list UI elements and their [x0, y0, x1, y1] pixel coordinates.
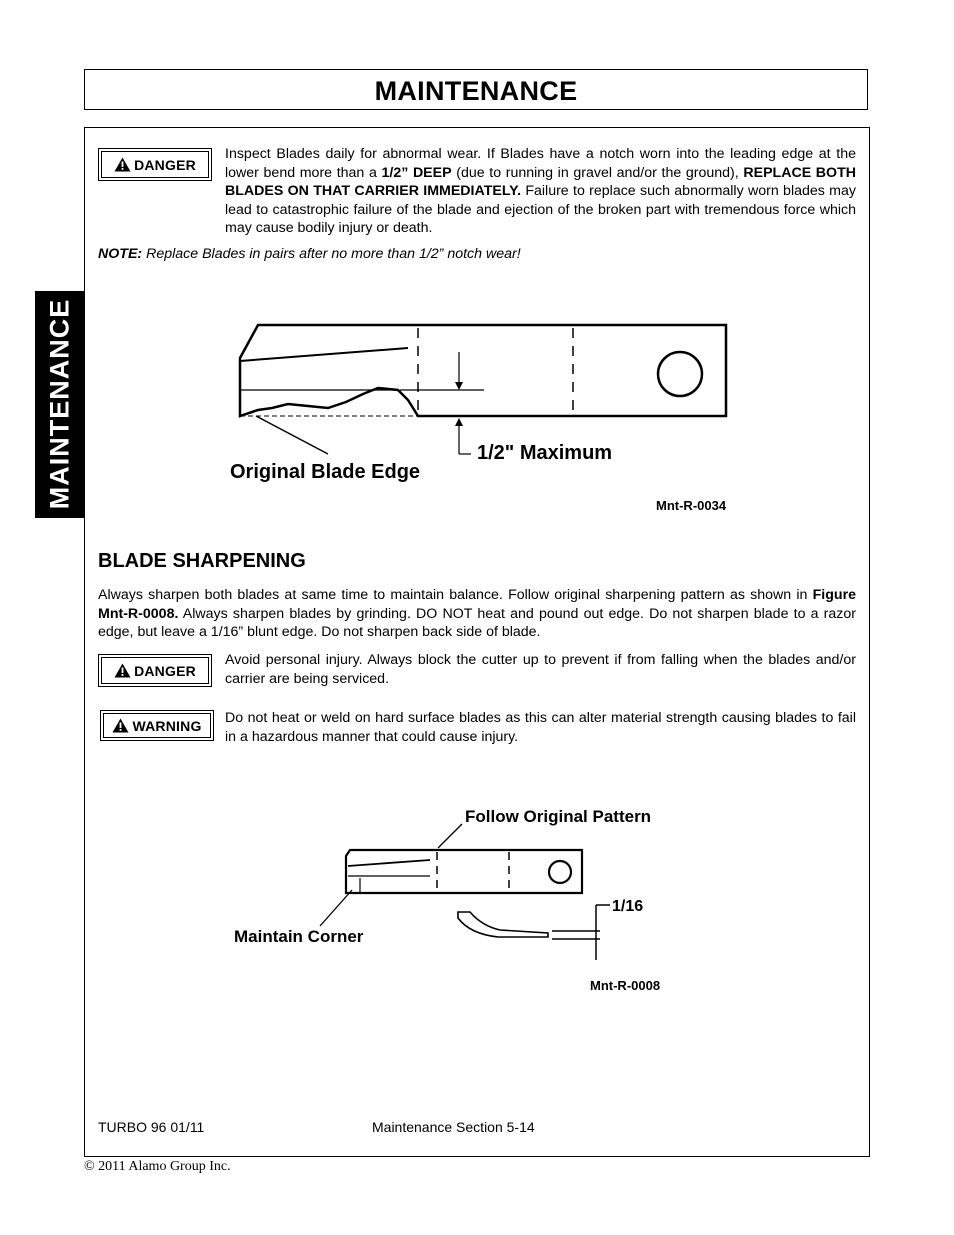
- danger-blade-wear-text: [225, 145, 856, 238]
- section-heading: BLADE SHARPENING: [98, 550, 306, 572]
- warning-triangle-icon: [114, 663, 131, 678]
- sharpening-instructions: [98, 586, 856, 642]
- danger-badge-label: DANGER: [134, 156, 196, 173]
- note-text: [98, 246, 521, 262]
- blade-wear-figure: [228, 318, 748, 518]
- section-side-tab: [35, 291, 85, 518]
- danger-text-part: Inspect Blades daily for abnormal wear. If Blades have a notch worn into the leading edge at the lower bend more than a: [225, 146, 856, 181]
- note-label: NOTE:: [98, 246, 143, 262]
- sharpen-text-part: Always sharpen blades by grinding. DO NOT heat and pound out edge. Do not sharpen blade to a razor edge, but leave a 1/16” blunt edge. Do not sharpen back side of blade.: [98, 605, 856, 641]
- warning-triangle-icon: [112, 718, 129, 733]
- figure-reference: Figure Mnt-R-0008.: [98, 587, 856, 622]
- footer-page-number: Maintenance Section 5-14: [372, 1119, 535, 1135]
- page-header: [84, 69, 868, 110]
- figure-code-label: Mnt-R-0008: [590, 978, 661, 993]
- follow-pattern-label: Follow Original Pattern: [465, 807, 652, 826]
- content-frame: [84, 127, 870, 1157]
- warning-hard-surface-text: Do not heat or weld on hard surface blades as this can alter material strength causing blades to fail in a hazardous manner that could cause injury.: [225, 710, 856, 745]
- max-notch-label: 1/2" Maximum: [477, 442, 613, 464]
- warning-badge-label: WARNING: [132, 717, 202, 734]
- danger-badge: [98, 654, 212, 687]
- side-tab-label: MAINTENANCE: [44, 298, 75, 510]
- page-title: MAINTENANCE: [374, 76, 578, 106]
- warning-badge: [100, 710, 214, 741]
- figure-code-label: Mnt-R-0034: [656, 498, 727, 513]
- original-edge-label: Original Blade Edge: [230, 461, 421, 483]
- danger-emphasis: REPLACE BOTH BLADES ON THAT CARRIER IMMEDIATELY.: [225, 164, 856, 200]
- note-body: Replace Blades in pairs after no more than 1/2” notch wear!: [142, 246, 521, 262]
- footer-model-date: TURBO 96 01/11: [98, 1119, 205, 1135]
- warning-triangle-icon: [114, 157, 131, 172]
- danger-badge-label: DANGER: [134, 662, 196, 679]
- danger-emphasis: 1/2” DEEP: [381, 164, 452, 181]
- copyright-notice: © 2011 Alamo Group Inc.: [84, 1159, 231, 1174]
- sharpening-pattern-figure: [230, 800, 700, 1000]
- danger-block-cutter-text: Avoid personal injury. Always block the cutter up to prevent if from falling when the blades and/or carrier are being serviced.: [225, 652, 856, 687]
- maintain-corner-label: Maintain Corner: [234, 927, 364, 946]
- danger-text-part: (due to running in gravel and/or the ground),: [451, 164, 744, 181]
- danger-text-part: Failure to replace such abnormally worn blades may lead to catastrophic failure of the blade and ejection of the broken part with tremendous force which may cause bodily injury or death.: [225, 183, 856, 237]
- danger-badge: [98, 148, 212, 181]
- blunt-edge-label: 1/16: [612, 898, 644, 915]
- sharpen-text-part: Always sharpen both blades at same time to maintain balance. Follow original sharpening pattern as shown in: [98, 587, 813, 603]
